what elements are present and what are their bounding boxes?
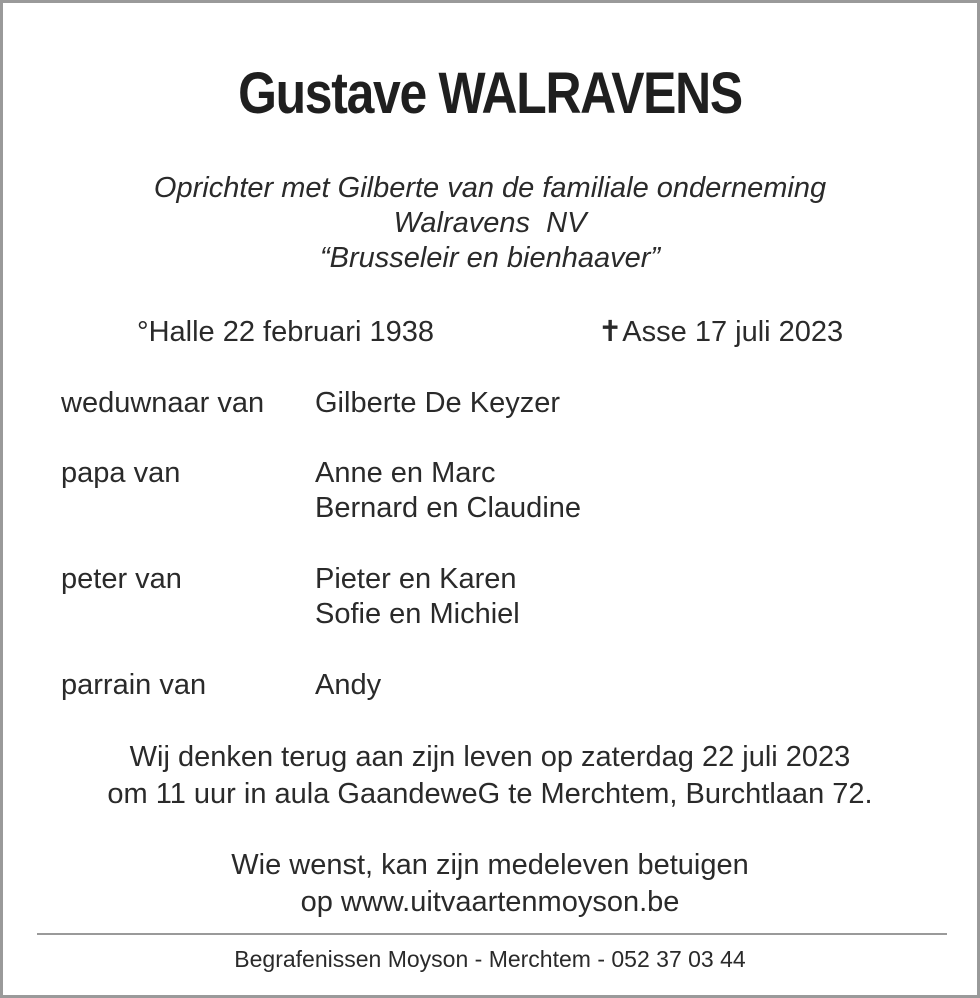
relation-names-parrain <box>315 668 381 703</box>
birth-date: °Halle 22 februari 1938 <box>137 316 434 348</box>
relation-name: Pieter en Karen <box>315 563 517 595</box>
condolence-line: op www.uitvaartenmoyson.be <box>300 886 680 918</box>
relation-name: Bernard en Claudine <box>315 492 582 524</box>
relation-names-widower <box>315 386 560 421</box>
relation-label-godfather: peter van <box>61 563 182 595</box>
condolence-text <box>3 847 977 921</box>
relation-name: Anne en Marc <box>315 457 496 489</box>
relation-name: Sofie en Michiel <box>315 598 520 630</box>
subtitle-line: Walravens NV <box>393 207 587 239</box>
relation-names-godfather <box>315 562 520 632</box>
relation-label-father: papa van <box>61 457 181 489</box>
death-date: ✝Asse 17 juli 2023 <box>598 316 844 348</box>
relation-names-father <box>315 456 581 526</box>
subtitle-block <box>3 171 977 276</box>
ceremony-text <box>3 739 977 813</box>
relation-label-widower: weduwnaar van <box>61 387 265 419</box>
relation-label-parrain: parrain van <box>61 669 207 701</box>
footer-divider <box>37 933 947 935</box>
funeral-home-footer: Begrafenissen Moyson - Merchtem - 052 37 03 44 <box>234 946 746 972</box>
subtitle-line: “Brusseleir en bienhaaver” <box>319 242 661 274</box>
subtitle-line: Oprichter met Gilberte van de familiale onderneming <box>153 172 827 204</box>
ceremony-line: om 11 uur in aula GaandeweG te Merchtem, Burchtlaan 72. <box>107 778 873 810</box>
condolence-line: Wie wenst, kan zijn medeleven betuigen <box>231 849 749 881</box>
relation-name: Gilberte De Keyzer <box>315 387 560 419</box>
ceremony-line: Wij denken terug aan zijn leven op zaterdag 22 juli 2023 <box>129 741 851 773</box>
relation-name: Andy <box>315 669 382 701</box>
deceased-name: Gustave WALRAVENS <box>238 61 742 126</box>
